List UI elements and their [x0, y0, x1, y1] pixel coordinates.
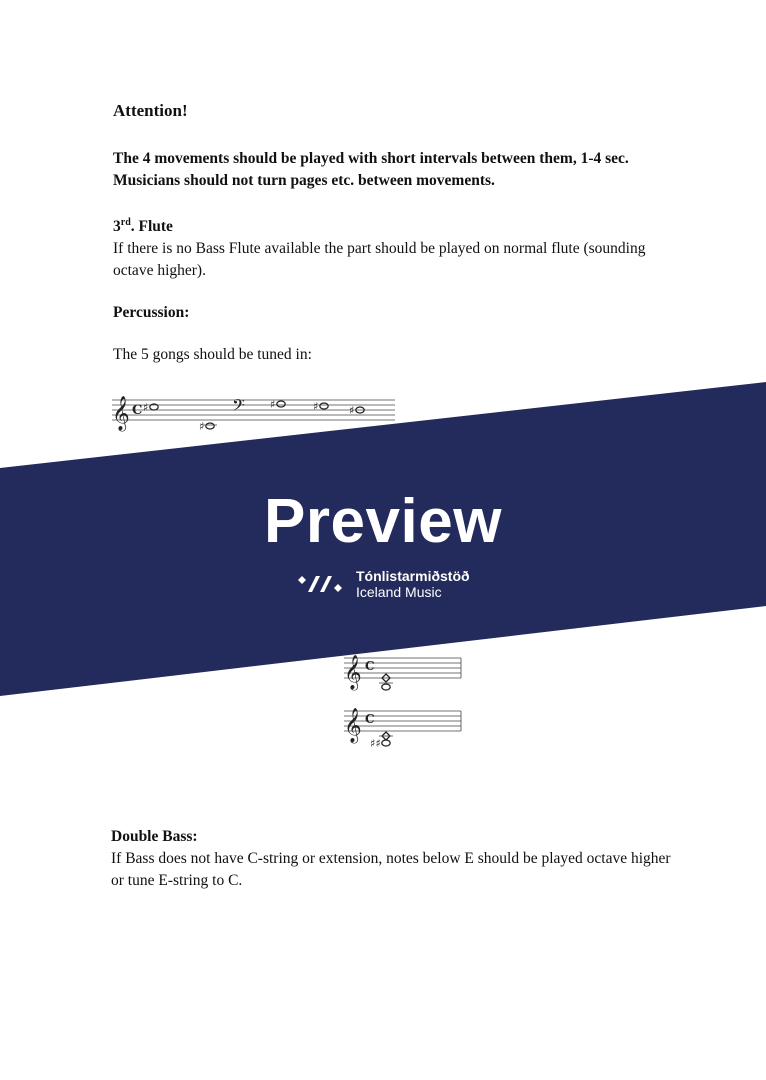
- brand-block: [296, 568, 470, 600]
- attention-heading: Attention!: [113, 101, 188, 120]
- sharp-icon: ♯: [199, 420, 205, 433]
- flute-instruction: If there is no Bass Flute available the part should be played on normal flute (sounding octave higher).: [113, 240, 646, 279]
- treble-clef-icon: 𝄞: [112, 396, 130, 431]
- preview-label: Preview: [264, 487, 502, 556]
- sharp-icon: ♯: [349, 404, 355, 417]
- sharp-icon: ♯: [313, 400, 319, 413]
- flute-ordinal: rd: [120, 216, 131, 228]
- flute-label: . Flute: [130, 218, 173, 235]
- brand-name-english: Iceland Music: [356, 584, 442, 600]
- percussion-instruction: The 5 gongs should be tuned in:: [113, 346, 312, 363]
- flute-number: 3: [113, 218, 121, 235]
- treble-clef-icon: 𝄞: [344, 708, 362, 743]
- treble-clef-icon: 𝄞: [344, 655, 362, 690]
- time-signature: C: [365, 659, 375, 673]
- time-signature: C: [365, 712, 375, 726]
- sharp-icon: ♯: [143, 401, 149, 414]
- percussion-heading: Percussion:: [113, 304, 190, 321]
- brand-name-icelandic: Tónlistarmiðstöð: [356, 568, 470, 584]
- double-bass-heading: Double Bass:: [111, 828, 198, 845]
- sharp-icon: ♯♯: [370, 737, 381, 750]
- iceland-music-logo-icon: [296, 572, 346, 596]
- double-bass-instruction: If Bass does not have C-string or extension, notes below E should be played octave higher or tune E-string to C.: [111, 850, 671, 889]
- time-signature: C: [132, 403, 143, 418]
- movements-line-1: The 4 movements should be played with short intervals between them, 1-4 sec.: [113, 150, 629, 167]
- bass-clef-icon: 𝄢: [232, 395, 245, 419]
- movements-line-2: Musicians should not turn pages etc. between movements.: [113, 172, 495, 189]
- sharp-icon: ♯: [270, 398, 276, 411]
